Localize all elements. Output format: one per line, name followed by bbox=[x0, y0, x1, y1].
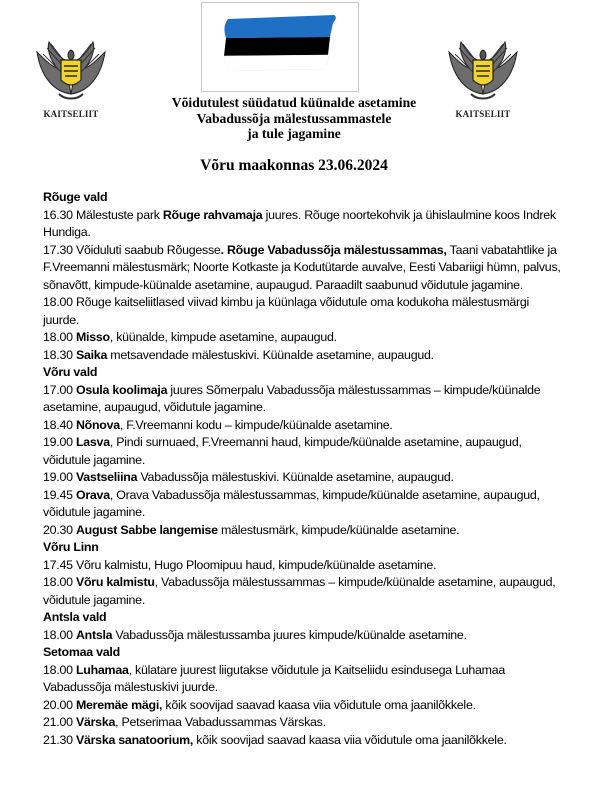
estonian-flag-image bbox=[201, 2, 359, 92]
entry-place: Värska sanatoorium, bbox=[75, 732, 194, 747]
entry-text: 17.00 bbox=[43, 382, 76, 397]
kaitseliit-emblem-left bbox=[31, 38, 111, 119]
schedule-entry bbox=[43, 242, 563, 295]
entry-place: Võru kalmistu bbox=[75, 575, 155, 589]
schedule-entry bbox=[43, 627, 563, 645]
schedule-entry bbox=[43, 434, 563, 469]
schedule-entry bbox=[43, 574, 563, 609]
entry-text: 18.00 bbox=[43, 627, 76, 642]
entry-details: metsavendade mälestuskivi. Küünalde asetamine, aupaugud. bbox=[107, 347, 434, 362]
eagle-shield-icon bbox=[31, 38, 111, 106]
entry-text: 18.00 bbox=[43, 662, 76, 677]
schedule-entry bbox=[43, 662, 563, 697]
entry-place: Vastseliina bbox=[75, 470, 138, 484]
schedule-entry bbox=[43, 329, 563, 347]
entry-details: , Orava Vabadussõja mälestussammas, kimpude/küünalde asetamine, aupaugud, võidutule jagamine. bbox=[43, 487, 540, 519]
schedule-entry bbox=[43, 294, 563, 329]
logo-caption: KAITSELIIT bbox=[455, 109, 511, 119]
entry-place: Luhamaa bbox=[75, 662, 129, 677]
entry-text: 18.40 bbox=[43, 417, 76, 432]
title-line: Võidutulest süüdatud küünalde asetamine bbox=[171, 95, 417, 110]
entry-text: 16.30 Mälestuste park bbox=[43, 207, 163, 222]
entry-place: August Sabbe langemise bbox=[75, 522, 218, 537]
entry-text: 20.30 bbox=[43, 522, 76, 537]
entry-text: 18.00 Rõuge kaitseliitlased viivad kimbu ja küünlaga võidutule oma kodukoha mälestusmärgi juurde. bbox=[43, 295, 530, 327]
entry-text: 17.45 Võru kalmistu, Hugo Ploomipuu haud, kimpude/küünalde asetamine. bbox=[43, 557, 437, 572]
entry-details: juures Sõmerpalu Vabadussõja mälestussammas – kimpude/küünalde asetamine, aupaugud, võidutule jagamine. bbox=[43, 382, 541, 414]
entry-text: 21.00 bbox=[43, 715, 76, 729]
entry-place: Lasva bbox=[75, 435, 110, 449]
entry-place: Antsla bbox=[75, 627, 113, 642]
entry-text: 19.45 bbox=[43, 487, 76, 502]
entry-place: Osula koolimaja bbox=[75, 382, 168, 397]
entry-text: 19.00 bbox=[43, 470, 76, 484]
schedule-entry bbox=[43, 697, 563, 715]
entry-place: Saika bbox=[75, 347, 108, 362]
entry-text: 19.00 bbox=[43, 435, 76, 449]
document-title bbox=[120, 95, 468, 142]
schedule-entry bbox=[43, 522, 563, 540]
entry-text: 18.00 bbox=[43, 330, 76, 344]
schedule-entry bbox=[43, 417, 563, 435]
entry-details: juures. Rõuge noortekohvik ja ühislaulmine koos Indrek Hundiga. bbox=[43, 207, 556, 239]
schedule-entry bbox=[43, 382, 563, 417]
entry-text: 17.30 Võiduluti saabub Rõugesse bbox=[43, 242, 221, 257]
schedule-entry bbox=[43, 487, 563, 522]
logo-caption: KAITSELIIT bbox=[43, 109, 99, 119]
section-heading: Setomaa vald bbox=[43, 645, 120, 659]
entry-details: , külatare juurest liigutakse võidutule ja Kaitseliidu esindusega Luhamaa Vabadussõja mälestuskivi juurde. bbox=[43, 662, 506, 694]
entry-place: Misso bbox=[75, 330, 110, 344]
schedule-entry bbox=[43, 557, 563, 575]
document-subtitle: Võru maakonnas 23.06.2024 bbox=[200, 157, 388, 174]
entry-text: 20.00 bbox=[43, 697, 76, 712]
entry-details: , küünalde, kimpude asetamine, aupaugud. bbox=[109, 330, 337, 344]
entry-text: 18.00 bbox=[43, 575, 76, 589]
title-line: ja tule jagamine bbox=[247, 126, 341, 141]
entry-details: mälestusmärk, kimpude/küünalde asetamine. bbox=[217, 522, 460, 537]
entry-details: , F.Vreemanni kodu – kimpude/küünalde asetamine. bbox=[119, 417, 393, 432]
entry-place: Rõuge rahvamaja bbox=[162, 207, 263, 222]
title-line: Vabadussõja mälestussammastele bbox=[196, 110, 392, 126]
schedule-entry bbox=[43, 347, 563, 365]
entry-details: , Vabadussõja mälestussammas – kimpude/küünalde asetamine, aupaugud, võidutule jagamine. bbox=[43, 575, 556, 607]
entry-details: , Pindi surnuaed, F.Vreemanni haud, kimpude/küünalde asetamine, aupaugud, võidutule jagamine. bbox=[43, 435, 522, 467]
schedule-entry bbox=[43, 732, 563, 750]
section-heading: Antsla vald bbox=[43, 610, 107, 624]
entry-details: Vabadussõja mälestussamba juures kimpude/küünalde asetamine. bbox=[112, 627, 467, 642]
schedule-entry bbox=[43, 469, 563, 487]
schedule-entry bbox=[43, 207, 563, 242]
entry-details: Vabadussõja mälestuskivi. Küünalde asetamine, aupaugud. bbox=[137, 470, 454, 484]
section-heading: Võru vald bbox=[43, 365, 98, 379]
section-heading: Võru Linn bbox=[43, 540, 99, 554]
entry-place: Meremäe mägi, bbox=[75, 697, 163, 712]
section-heading: Rõuge vald bbox=[43, 190, 108, 204]
entry-place: Värska bbox=[75, 715, 116, 729]
entry-text: 18.30 bbox=[43, 347, 76, 362]
entry-place: Orava bbox=[75, 487, 110, 502]
entry-details: kõik soovijad saavad kaasa viia võidutule oma jaanilõkkele. bbox=[162, 697, 476, 712]
entry-place: . Rõuge Vabadussõja mälestussammas, bbox=[220, 242, 447, 257]
entry-details: kõik soovijad saavad kaasa viia võidutule oma jaanilõkkele. bbox=[193, 732, 507, 747]
entry-details: , Petserimaa Vabadussammas Värskas. bbox=[115, 715, 326, 729]
schedule-entry bbox=[43, 714, 563, 732]
entry-text: 21.30 bbox=[43, 732, 76, 747]
entry-place: Nõnova bbox=[75, 417, 120, 432]
schedule-list bbox=[43, 189, 563, 749]
entry-details: Taani vabatahtlike ja F.Vreemanni mälestusmärk; Noorte Kotkaste ja Kodutütarde auvalve, Eesti Vabariigi hümn, palvus, sõnavõtt, kimpude-küünalde asetamine, aupaugud. Paraadilt saabunud võidutule jagamine. bbox=[43, 242, 561, 292]
